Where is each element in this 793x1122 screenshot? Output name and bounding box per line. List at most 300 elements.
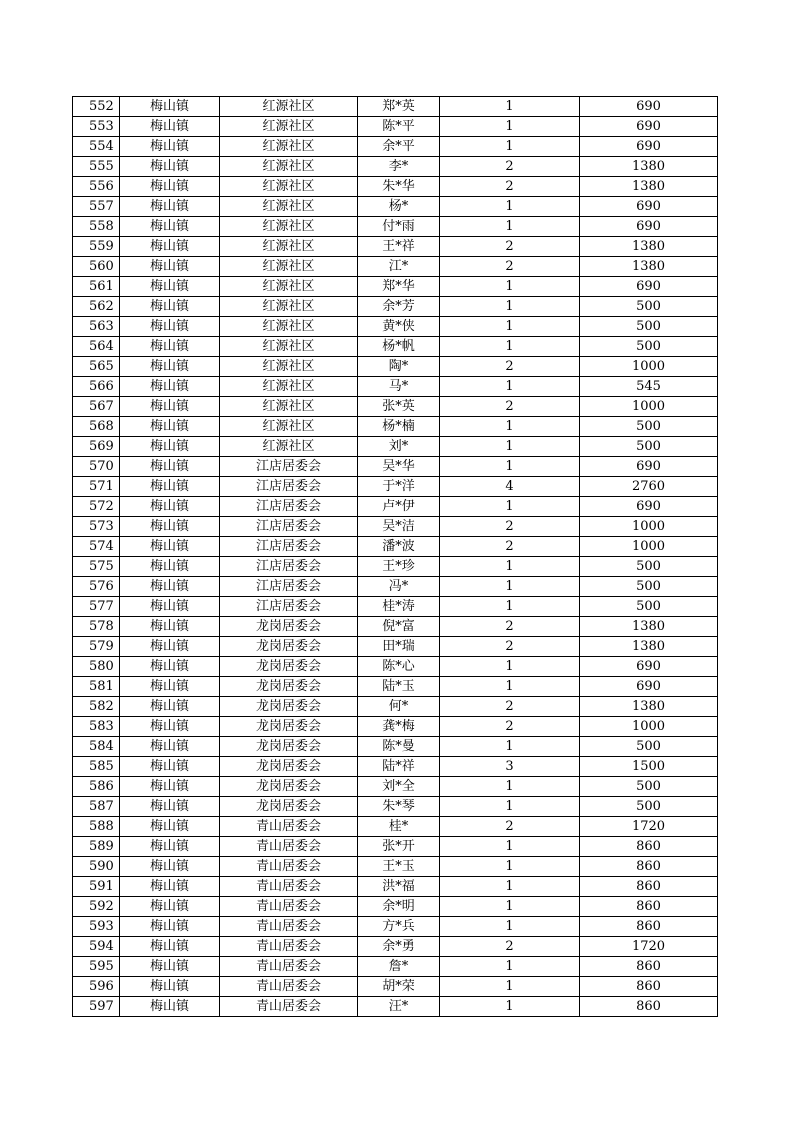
community-cell: 红源社区 bbox=[220, 257, 358, 277]
amount-cell: 500 bbox=[580, 297, 718, 317]
amount-cell: 1380 bbox=[580, 697, 718, 717]
row-number-cell: 572 bbox=[73, 497, 120, 517]
table-row bbox=[73, 597, 718, 617]
community-cell: 红源社区 bbox=[220, 277, 358, 297]
name-cell: 付*雨 bbox=[358, 217, 440, 237]
community-cell: 青山居委会 bbox=[220, 997, 358, 1017]
name-cell: 冯* bbox=[358, 577, 440, 597]
count-cell: 1 bbox=[440, 857, 580, 877]
community-cell: 青山居委会 bbox=[220, 857, 358, 877]
amount-cell: 1380 bbox=[580, 177, 718, 197]
count-cell: 1 bbox=[440, 737, 580, 757]
count-cell: 1 bbox=[440, 417, 580, 437]
row-number-cell: 564 bbox=[73, 337, 120, 357]
table-row bbox=[73, 997, 718, 1017]
count-cell: 1 bbox=[440, 677, 580, 697]
table-row bbox=[73, 277, 718, 297]
count-cell: 2 bbox=[440, 237, 580, 257]
community-cell: 江店居委会 bbox=[220, 457, 358, 477]
table-row bbox=[73, 417, 718, 437]
table-row bbox=[73, 197, 718, 217]
row-number-cell: 578 bbox=[73, 617, 120, 637]
amount-cell: 1720 bbox=[580, 937, 718, 957]
town-cell: 梅山镇 bbox=[120, 297, 220, 317]
town-cell: 梅山镇 bbox=[120, 117, 220, 137]
count-cell: 1 bbox=[440, 497, 580, 517]
name-cell: 桂*涛 bbox=[358, 597, 440, 617]
table-row bbox=[73, 777, 718, 797]
count-cell: 1 bbox=[440, 797, 580, 817]
community-cell: 青山居委会 bbox=[220, 897, 358, 917]
table-row bbox=[73, 177, 718, 197]
town-cell: 梅山镇 bbox=[120, 637, 220, 657]
name-cell: 倪*富 bbox=[358, 617, 440, 637]
town-cell: 梅山镇 bbox=[120, 857, 220, 877]
table-row bbox=[73, 477, 718, 497]
community-cell: 龙岗居委会 bbox=[220, 617, 358, 637]
table-row bbox=[73, 957, 718, 977]
amount-cell: 500 bbox=[580, 777, 718, 797]
community-cell: 红源社区 bbox=[220, 417, 358, 437]
name-cell: 刘*全 bbox=[358, 777, 440, 797]
count-cell: 3 bbox=[440, 757, 580, 777]
row-number-cell: 573 bbox=[73, 517, 120, 537]
community-cell: 江店居委会 bbox=[220, 517, 358, 537]
amount-cell: 1380 bbox=[580, 637, 718, 657]
count-cell: 1 bbox=[440, 837, 580, 857]
amount-cell: 500 bbox=[580, 317, 718, 337]
table-row bbox=[73, 977, 718, 997]
community-cell: 红源社区 bbox=[220, 317, 358, 337]
amount-cell: 690 bbox=[580, 677, 718, 697]
town-cell: 梅山镇 bbox=[120, 957, 220, 977]
name-cell: 杨* bbox=[358, 197, 440, 217]
name-cell: 田*瑞 bbox=[358, 637, 440, 657]
town-cell: 梅山镇 bbox=[120, 717, 220, 737]
table-row bbox=[73, 917, 718, 937]
data-table bbox=[72, 96, 718, 1017]
count-cell: 2 bbox=[440, 697, 580, 717]
community-cell: 龙岗居委会 bbox=[220, 717, 358, 737]
row-number-cell: 580 bbox=[73, 657, 120, 677]
amount-cell: 1000 bbox=[580, 517, 718, 537]
table-row bbox=[73, 157, 718, 177]
amount-cell: 500 bbox=[580, 797, 718, 817]
table-row bbox=[73, 377, 718, 397]
count-cell: 1 bbox=[440, 117, 580, 137]
amount-cell: 500 bbox=[580, 597, 718, 617]
name-cell: 余*勇 bbox=[358, 937, 440, 957]
amount-cell: 500 bbox=[580, 557, 718, 577]
count-cell: 1 bbox=[440, 377, 580, 397]
community-cell: 江店居委会 bbox=[220, 497, 358, 517]
count-cell: 2 bbox=[440, 617, 580, 637]
row-number-cell: 590 bbox=[73, 857, 120, 877]
row-number-cell: 571 bbox=[73, 477, 120, 497]
name-cell: 郑*英 bbox=[358, 97, 440, 117]
community-cell: 红源社区 bbox=[220, 237, 358, 257]
name-cell: 黄*侠 bbox=[358, 317, 440, 337]
row-number-cell: 588 bbox=[73, 817, 120, 837]
amount-cell: 860 bbox=[580, 877, 718, 897]
community-cell: 青山居委会 bbox=[220, 957, 358, 977]
count-cell: 2 bbox=[440, 817, 580, 837]
town-cell: 梅山镇 bbox=[120, 497, 220, 517]
town-cell: 梅山镇 bbox=[120, 797, 220, 817]
town-cell: 梅山镇 bbox=[120, 997, 220, 1017]
town-cell: 梅山镇 bbox=[120, 97, 220, 117]
name-cell: 江* bbox=[358, 257, 440, 277]
amount-cell: 1500 bbox=[580, 757, 718, 777]
count-cell: 1 bbox=[440, 877, 580, 897]
amount-cell: 860 bbox=[580, 977, 718, 997]
count-cell: 1 bbox=[440, 297, 580, 317]
count-cell: 1 bbox=[440, 317, 580, 337]
count-cell: 1 bbox=[440, 137, 580, 157]
community-cell: 龙岗居委会 bbox=[220, 697, 358, 717]
table-row bbox=[73, 497, 718, 517]
count-cell: 2 bbox=[440, 637, 580, 657]
count-cell: 2 bbox=[440, 717, 580, 737]
amount-cell: 1000 bbox=[580, 397, 718, 417]
row-number-cell: 560 bbox=[73, 257, 120, 277]
table-row bbox=[73, 257, 718, 277]
name-cell: 洪*福 bbox=[358, 877, 440, 897]
row-number-cell: 596 bbox=[73, 977, 120, 997]
row-number-cell: 595 bbox=[73, 957, 120, 977]
amount-cell: 2760 bbox=[580, 477, 718, 497]
town-cell: 梅山镇 bbox=[120, 577, 220, 597]
count-cell: 1 bbox=[440, 897, 580, 917]
count-cell: 2 bbox=[440, 937, 580, 957]
town-cell: 梅山镇 bbox=[120, 217, 220, 237]
name-cell: 汪* bbox=[358, 997, 440, 1017]
community-cell: 江店居委会 bbox=[220, 537, 358, 557]
name-cell: 陆*祥 bbox=[358, 757, 440, 777]
count-cell: 2 bbox=[440, 397, 580, 417]
amount-cell: 860 bbox=[580, 897, 718, 917]
table-row bbox=[73, 837, 718, 857]
name-cell: 马* bbox=[358, 377, 440, 397]
table-row bbox=[73, 517, 718, 537]
count-cell: 2 bbox=[440, 257, 580, 277]
count-cell: 1 bbox=[440, 577, 580, 597]
row-number-cell: 587 bbox=[73, 797, 120, 817]
row-number-cell: 558 bbox=[73, 217, 120, 237]
amount-cell: 500 bbox=[580, 417, 718, 437]
community-cell: 红源社区 bbox=[220, 437, 358, 457]
amount-cell: 690 bbox=[580, 657, 718, 677]
table-row bbox=[73, 637, 718, 657]
amount-cell: 690 bbox=[580, 137, 718, 157]
town-cell: 梅山镇 bbox=[120, 697, 220, 717]
community-cell: 江店居委会 bbox=[220, 557, 358, 577]
amount-cell: 500 bbox=[580, 337, 718, 357]
town-cell: 梅山镇 bbox=[120, 617, 220, 637]
amount-cell: 500 bbox=[580, 577, 718, 597]
community-cell: 江店居委会 bbox=[220, 577, 358, 597]
table-row bbox=[73, 457, 718, 477]
count-cell: 1 bbox=[440, 977, 580, 997]
row-number-cell: 584 bbox=[73, 737, 120, 757]
name-cell: 王*祥 bbox=[358, 237, 440, 257]
community-cell: 龙岗居委会 bbox=[220, 757, 358, 777]
community-cell: 龙岗居委会 bbox=[220, 777, 358, 797]
name-cell: 桂* bbox=[358, 817, 440, 837]
table-row bbox=[73, 317, 718, 337]
count-cell: 1 bbox=[440, 337, 580, 357]
count-cell: 1 bbox=[440, 217, 580, 237]
town-cell: 梅山镇 bbox=[120, 937, 220, 957]
row-number-cell: 576 bbox=[73, 577, 120, 597]
table-row bbox=[73, 657, 718, 677]
row-number-cell: 567 bbox=[73, 397, 120, 417]
community-cell: 红源社区 bbox=[220, 217, 358, 237]
row-number-cell: 570 bbox=[73, 457, 120, 477]
row-number-cell: 561 bbox=[73, 277, 120, 297]
amount-cell: 860 bbox=[580, 957, 718, 977]
amount-cell: 1000 bbox=[580, 357, 718, 377]
name-cell: 杨*楠 bbox=[358, 417, 440, 437]
name-cell: 于*洋 bbox=[358, 477, 440, 497]
row-number-cell: 555 bbox=[73, 157, 120, 177]
amount-cell: 860 bbox=[580, 917, 718, 937]
table-row bbox=[73, 817, 718, 837]
town-cell: 梅山镇 bbox=[120, 737, 220, 757]
town-cell: 梅山镇 bbox=[120, 357, 220, 377]
name-cell: 王*玉 bbox=[358, 857, 440, 877]
community-cell: 红源社区 bbox=[220, 357, 358, 377]
row-number-cell: 565 bbox=[73, 357, 120, 377]
name-cell: 郑*华 bbox=[358, 277, 440, 297]
table-row bbox=[73, 357, 718, 377]
name-cell: 余*明 bbox=[358, 897, 440, 917]
table-row bbox=[73, 897, 718, 917]
count-cell: 1 bbox=[440, 917, 580, 937]
row-number-cell: 553 bbox=[73, 117, 120, 137]
amount-cell: 1000 bbox=[580, 717, 718, 737]
town-cell: 梅山镇 bbox=[120, 777, 220, 797]
town-cell: 梅山镇 bbox=[120, 437, 220, 457]
town-cell: 梅山镇 bbox=[120, 657, 220, 677]
name-cell: 詹* bbox=[358, 957, 440, 977]
amount-cell: 1380 bbox=[580, 237, 718, 257]
count-cell: 2 bbox=[440, 157, 580, 177]
amount-cell: 690 bbox=[580, 457, 718, 477]
table-row bbox=[73, 757, 718, 777]
row-number-cell: 589 bbox=[73, 837, 120, 857]
table-row bbox=[73, 797, 718, 817]
amount-cell: 1000 bbox=[580, 537, 718, 557]
table-row bbox=[73, 437, 718, 457]
amount-cell: 690 bbox=[580, 197, 718, 217]
town-cell: 梅山镇 bbox=[120, 337, 220, 357]
community-cell: 青山居委会 bbox=[220, 877, 358, 897]
table-row bbox=[73, 117, 718, 137]
table-row bbox=[73, 577, 718, 597]
count-cell: 1 bbox=[440, 457, 580, 477]
count-cell: 2 bbox=[440, 517, 580, 537]
row-number-cell: 592 bbox=[73, 897, 120, 917]
table-row bbox=[73, 717, 718, 737]
community-cell: 龙岗居委会 bbox=[220, 637, 358, 657]
town-cell: 梅山镇 bbox=[120, 477, 220, 497]
count-cell: 1 bbox=[440, 657, 580, 677]
community-cell: 红源社区 bbox=[220, 137, 358, 157]
amount-cell: 1380 bbox=[580, 157, 718, 177]
amount-cell: 860 bbox=[580, 997, 718, 1017]
table-row bbox=[73, 677, 718, 697]
count-cell: 1 bbox=[440, 277, 580, 297]
town-cell: 梅山镇 bbox=[120, 157, 220, 177]
row-number-cell: 577 bbox=[73, 597, 120, 617]
table-row bbox=[73, 337, 718, 357]
row-number-cell: 562 bbox=[73, 297, 120, 317]
name-cell: 卢*伊 bbox=[358, 497, 440, 517]
row-number-cell: 591 bbox=[73, 877, 120, 897]
town-cell: 梅山镇 bbox=[120, 917, 220, 937]
count-cell: 2 bbox=[440, 357, 580, 377]
amount-cell: 690 bbox=[580, 97, 718, 117]
table-row bbox=[73, 297, 718, 317]
community-cell: 红源社区 bbox=[220, 97, 358, 117]
name-cell: 陈*曼 bbox=[358, 737, 440, 757]
name-cell: 杨*帆 bbox=[358, 337, 440, 357]
name-cell: 陆*玉 bbox=[358, 677, 440, 697]
count-cell: 1 bbox=[440, 777, 580, 797]
name-cell: 吴*华 bbox=[358, 457, 440, 477]
amount-cell: 690 bbox=[580, 277, 718, 297]
amount-cell: 690 bbox=[580, 497, 718, 517]
town-cell: 梅山镇 bbox=[120, 597, 220, 617]
name-cell: 李* bbox=[358, 157, 440, 177]
table-row bbox=[73, 557, 718, 577]
table-row bbox=[73, 737, 718, 757]
table-row bbox=[73, 537, 718, 557]
row-number-cell: 574 bbox=[73, 537, 120, 557]
row-number-cell: 586 bbox=[73, 777, 120, 797]
name-cell: 余*平 bbox=[358, 137, 440, 157]
count-cell: 1 bbox=[440, 97, 580, 117]
community-cell: 江店居委会 bbox=[220, 477, 358, 497]
name-cell: 陈*平 bbox=[358, 117, 440, 137]
town-cell: 梅山镇 bbox=[120, 537, 220, 557]
community-cell: 红源社区 bbox=[220, 337, 358, 357]
table-row bbox=[73, 397, 718, 417]
name-cell: 吴*洁 bbox=[358, 517, 440, 537]
community-cell: 龙岗居委会 bbox=[220, 737, 358, 757]
row-number-cell: 559 bbox=[73, 237, 120, 257]
name-cell: 王*珍 bbox=[358, 557, 440, 577]
count-cell: 4 bbox=[440, 477, 580, 497]
town-cell: 梅山镇 bbox=[120, 317, 220, 337]
row-number-cell: 594 bbox=[73, 937, 120, 957]
row-number-cell: 579 bbox=[73, 637, 120, 657]
amount-cell: 500 bbox=[580, 737, 718, 757]
amount-cell: 860 bbox=[580, 837, 718, 857]
community-cell: 红源社区 bbox=[220, 377, 358, 397]
row-number-cell: 597 bbox=[73, 997, 120, 1017]
row-number-cell: 556 bbox=[73, 177, 120, 197]
name-cell: 张*英 bbox=[358, 397, 440, 417]
name-cell: 朱*华 bbox=[358, 177, 440, 197]
row-number-cell: 585 bbox=[73, 757, 120, 777]
table-row bbox=[73, 617, 718, 637]
community-cell: 青山居委会 bbox=[220, 917, 358, 937]
name-cell: 余*芳 bbox=[358, 297, 440, 317]
amount-cell: 1380 bbox=[580, 257, 718, 277]
row-number-cell: 566 bbox=[73, 377, 120, 397]
count-cell: 1 bbox=[440, 997, 580, 1017]
row-number-cell: 581 bbox=[73, 677, 120, 697]
community-cell: 红源社区 bbox=[220, 397, 358, 417]
community-cell: 龙岗居委会 bbox=[220, 797, 358, 817]
row-number-cell: 554 bbox=[73, 137, 120, 157]
town-cell: 梅山镇 bbox=[120, 197, 220, 217]
table-body bbox=[73, 97, 718, 1017]
name-cell: 陶* bbox=[358, 357, 440, 377]
amount-cell: 1380 bbox=[580, 617, 718, 637]
town-cell: 梅山镇 bbox=[120, 557, 220, 577]
row-number-cell: 583 bbox=[73, 717, 120, 737]
town-cell: 梅山镇 bbox=[120, 257, 220, 277]
amount-cell: 500 bbox=[580, 437, 718, 457]
amount-cell: 860 bbox=[580, 857, 718, 877]
row-number-cell: 552 bbox=[73, 97, 120, 117]
row-number-cell: 582 bbox=[73, 697, 120, 717]
community-cell: 红源社区 bbox=[220, 117, 358, 137]
town-cell: 梅山镇 bbox=[120, 137, 220, 157]
town-cell: 梅山镇 bbox=[120, 417, 220, 437]
community-cell: 青山居委会 bbox=[220, 977, 358, 997]
town-cell: 梅山镇 bbox=[120, 377, 220, 397]
row-number-cell: 575 bbox=[73, 557, 120, 577]
community-cell: 青山居委会 bbox=[220, 837, 358, 857]
count-cell: 1 bbox=[440, 197, 580, 217]
town-cell: 梅山镇 bbox=[120, 517, 220, 537]
table-row bbox=[73, 877, 718, 897]
name-cell: 胡*荣 bbox=[358, 977, 440, 997]
table-row bbox=[73, 237, 718, 257]
count-cell: 2 bbox=[440, 537, 580, 557]
community-cell: 红源社区 bbox=[220, 157, 358, 177]
town-cell: 梅山镇 bbox=[120, 877, 220, 897]
name-cell: 潘*波 bbox=[358, 537, 440, 557]
name-cell: 张*开 bbox=[358, 837, 440, 857]
amount-cell: 690 bbox=[580, 217, 718, 237]
row-number-cell: 557 bbox=[73, 197, 120, 217]
community-cell: 青山居委会 bbox=[220, 817, 358, 837]
table-row bbox=[73, 937, 718, 957]
town-cell: 梅山镇 bbox=[120, 817, 220, 837]
town-cell: 梅山镇 bbox=[120, 837, 220, 857]
table-row bbox=[73, 137, 718, 157]
name-cell: 方*兵 bbox=[358, 917, 440, 937]
town-cell: 梅山镇 bbox=[120, 677, 220, 697]
table-row bbox=[73, 97, 718, 117]
table-row bbox=[73, 217, 718, 237]
count-cell: 1 bbox=[440, 437, 580, 457]
row-number-cell: 569 bbox=[73, 437, 120, 457]
table-row bbox=[73, 697, 718, 717]
town-cell: 梅山镇 bbox=[120, 277, 220, 297]
count-cell: 1 bbox=[440, 957, 580, 977]
count-cell: 1 bbox=[440, 557, 580, 577]
name-cell: 朱*琴 bbox=[358, 797, 440, 817]
community-cell: 龙岗居委会 bbox=[220, 677, 358, 697]
count-cell: 2 bbox=[440, 177, 580, 197]
name-cell: 何* bbox=[358, 697, 440, 717]
